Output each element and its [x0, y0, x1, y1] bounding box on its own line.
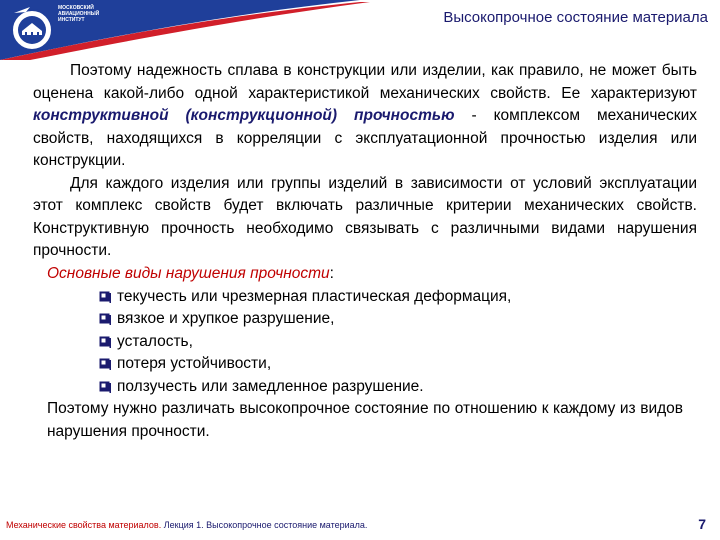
list-item-text: вязкое и хрупкое разрушение,: [117, 310, 335, 327]
conclusion-text: Поэтому нужно различать высокопрочное состояние по отношению к каждому из видов нарушения прочности.: [47, 400, 683, 440]
failure-types-heading: Основные виды нарушения прочности: [47, 265, 330, 282]
logo-caption: МОСКОВСКИЙ АВИАЦИОННЫЙ ИНСТИТУТ: [58, 5, 100, 23]
checkbox-square-icon: [99, 358, 111, 370]
page-number: 7: [698, 516, 706, 532]
footer-course: Механические свойства материалов.: [6, 520, 162, 530]
list-item-text: усталость,: [117, 332, 193, 350]
institute-logo: [8, 3, 120, 57]
list-item: [99, 331, 683, 354]
list-item-text: потеря устойчивости,: [117, 355, 272, 372]
failure-types-block: [47, 263, 683, 443]
heading-colon: :: [329, 265, 334, 282]
failure-types-list: [47, 286, 683, 399]
list-item: [99, 286, 683, 309]
failure-types-heading-line: [47, 263, 683, 286]
slide-title: Высокопрочное состояние материала: [443, 9, 708, 26]
list-item: [99, 353, 683, 376]
paragraph-1: [33, 60, 697, 173]
checkbox-square-icon: [99, 381, 111, 393]
list-item: [99, 308, 683, 331]
main-text: [33, 60, 697, 263]
checkbox-square-icon: [99, 313, 111, 325]
list-item-text: текучесть или чрезмерная пластическая деформация,: [117, 287, 512, 305]
checkbox-square-icon: [99, 336, 111, 348]
footer: [6, 520, 367, 530]
paragraph-1-start: Поэтому надежность сплава в конструкции или изделии, как правило, не может быть оценена какой-либо одной характеристикой механических свойств. Ее характеризуют: [33, 62, 697, 102]
list-item: [99, 376, 683, 399]
structural-strength-term: конструктивной (конструкционной) прочностью: [33, 107, 455, 124]
footer-lecture: Лекция 1. Высокопрочное состояние материала.: [163, 520, 368, 530]
checkbox-square-icon: [99, 291, 111, 303]
paragraph-2: Для каждого изделия или группы изделий в зависимости от условий эксплуатации этот комплекс свойств будет включать различные критерии механических свойств. Конструктивную прочность необходимо связывать с различными видами нарушения прочности.: [33, 174, 697, 259]
list-item-text: ползучесть или замедленное разрушение.: [117, 377, 424, 395]
paragraph-1-end: - комплексом механических свойств, находящихся в корреляции с эксплуатационной прочностью изделия или конструкции.: [33, 107, 697, 169]
